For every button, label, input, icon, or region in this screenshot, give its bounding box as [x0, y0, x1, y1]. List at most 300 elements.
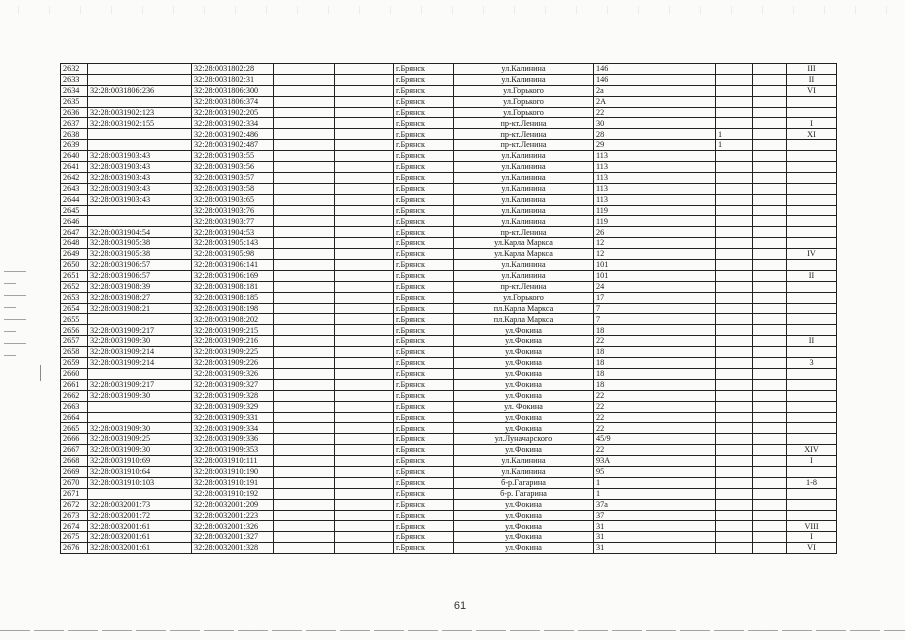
empty-cell [274, 216, 335, 227]
premises-number-cell [787, 172, 837, 183]
empty-cell [274, 477, 335, 488]
house-number-cell: 17 [594, 292, 716, 303]
parcel-cadastral-number: 32:28:0032001:73 [88, 499, 192, 510]
flag-cell [716, 151, 753, 162]
table-row [61, 303, 837, 314]
empty-cell [274, 227, 335, 238]
object-cadastral-number: 32:28:0032001:223 [192, 510, 274, 521]
empty-cell [335, 216, 394, 227]
premises-number-cell [787, 510, 837, 521]
premises-number-cell [787, 205, 837, 216]
parcel-cadastral-number: 32:28:0031903:43 [88, 162, 192, 173]
house-number-cell: 119 [594, 205, 716, 216]
row-number: 2657 [61, 336, 88, 347]
street-cell: ул.Калинина [454, 466, 594, 477]
empty-cell [753, 358, 787, 369]
premises-number-cell [787, 183, 837, 194]
premises-number-cell [787, 216, 837, 227]
street-cell: ул.Горького [454, 85, 594, 96]
parcel-cadastral-number: 32:28:0031909:214 [88, 358, 192, 369]
city-cell: г.Брянск [394, 434, 454, 445]
street-cell: ул.Калинина [454, 216, 594, 227]
table-row [61, 227, 837, 238]
row-number: 2674 [61, 521, 88, 532]
empty-cell [335, 466, 394, 477]
empty-cell [274, 151, 335, 162]
house-number-cell: 26 [594, 227, 716, 238]
empty-cell [753, 532, 787, 543]
empty-cell [274, 260, 335, 271]
house-number-cell: 18 [594, 325, 716, 336]
row-number: 2649 [61, 249, 88, 260]
house-number-cell: 146 [594, 74, 716, 85]
flag-cell [716, 510, 753, 521]
empty-cell [335, 85, 394, 96]
scan-noise-top [0, 6, 905, 14]
empty-cell [335, 510, 394, 521]
premises-number-cell [787, 401, 837, 412]
row-number: 2668 [61, 456, 88, 467]
table-row [61, 281, 837, 292]
premises-number-cell [787, 303, 837, 314]
parcel-cadastral-number [88, 96, 192, 107]
row-number: 2646 [61, 216, 88, 227]
object-cadastral-number: 32:28:0032001:328 [192, 543, 274, 554]
table-row [61, 521, 837, 532]
city-cell: г.Брянск [394, 368, 454, 379]
city-cell: г.Брянск [394, 107, 454, 118]
premises-number-cell: VIII [787, 521, 837, 532]
flag-cell [716, 96, 753, 107]
empty-cell [274, 401, 335, 412]
flag-cell [716, 227, 753, 238]
flag-cell [716, 434, 753, 445]
row-number: 2652 [61, 281, 88, 292]
table-row [61, 205, 837, 216]
table-row [61, 314, 837, 325]
object-cadastral-number: 32:28:0031908:181 [192, 281, 274, 292]
empty-cell [753, 445, 787, 456]
premises-number-cell [787, 194, 837, 205]
premises-number-cell [787, 325, 837, 336]
city-cell: г.Брянск [394, 477, 454, 488]
parcel-cadastral-number: 32:28:0031902:155 [88, 118, 192, 129]
flag-cell [716, 336, 753, 347]
empty-cell [335, 488, 394, 499]
object-cadastral-number: 32:28:0031906:169 [192, 270, 274, 281]
object-cadastral-number: 32:28:0031902:487 [192, 140, 274, 151]
city-cell: г.Брянск [394, 466, 454, 477]
object-cadastral-number: 32:28:0031909:331 [192, 412, 274, 423]
empty-cell [335, 281, 394, 292]
house-number-cell: 113 [594, 151, 716, 162]
flag-cell [716, 488, 753, 499]
empty-cell [274, 303, 335, 314]
row-number: 2666 [61, 434, 88, 445]
row-number: 2634 [61, 85, 88, 96]
city-cell: г.Брянск [394, 249, 454, 260]
table-row [61, 74, 837, 85]
empty-cell [753, 216, 787, 227]
premises-number-cell [787, 466, 837, 477]
register-table [60, 63, 837, 554]
row-number: 2676 [61, 543, 88, 554]
empty-cell [335, 368, 394, 379]
empty-cell [274, 499, 335, 510]
object-cadastral-number: 32:28:0031902:205 [192, 107, 274, 118]
street-cell: ул.Фокина [454, 510, 594, 521]
street-cell: б-р. Гагарина [454, 488, 594, 499]
empty-cell [274, 270, 335, 281]
city-cell: г.Брянск [394, 390, 454, 401]
table-row [61, 445, 837, 456]
street-cell: ул.Фокина [454, 336, 594, 347]
street-cell: ул.Фокина [454, 358, 594, 369]
object-cadastral-number: 32:28:0031909:328 [192, 390, 274, 401]
house-number-cell: 22 [594, 445, 716, 456]
premises-number-cell [787, 281, 837, 292]
flag-cell [716, 314, 753, 325]
table-row [61, 456, 837, 467]
empty-cell [335, 74, 394, 85]
street-cell: пр-кт.Ленина [454, 129, 594, 140]
row-number: 2650 [61, 260, 88, 271]
empty-cell [753, 466, 787, 477]
parcel-cadastral-number: 32:28:0031908:21 [88, 303, 192, 314]
city-cell: г.Брянск [394, 488, 454, 499]
flag-cell [716, 85, 753, 96]
empty-cell [753, 205, 787, 216]
parcel-cadastral-number: 32:28:0031909:30 [88, 390, 192, 401]
parcel-cadastral-number: 32:28:0031908:27 [88, 292, 192, 303]
house-number-cell: 101 [594, 260, 716, 271]
object-cadastral-number: 32:28:0031909:327 [192, 379, 274, 390]
row-number: 2670 [61, 477, 88, 488]
empty-cell [274, 358, 335, 369]
house-number-cell: 18 [594, 368, 716, 379]
house-number-cell: 22 [594, 107, 716, 118]
premises-number-cell [787, 292, 837, 303]
empty-cell [335, 456, 394, 467]
street-cell: ул.Горького [454, 96, 594, 107]
empty-cell [335, 412, 394, 423]
premises-number-cell [787, 368, 837, 379]
empty-cell [274, 96, 335, 107]
premises-number-cell: VI [787, 543, 837, 554]
empty-cell [335, 249, 394, 260]
city-cell: г.Брянск [394, 260, 454, 271]
table-row [61, 543, 837, 554]
city-cell: г.Брянск [394, 347, 454, 358]
empty-cell [753, 434, 787, 445]
table-row [61, 118, 837, 129]
house-number-cell: 24 [594, 281, 716, 292]
parcel-cadastral-number: 32:28:0032001:61 [88, 532, 192, 543]
empty-cell [335, 227, 394, 238]
parcel-cadastral-number: 32:28:0031903:43 [88, 151, 192, 162]
empty-cell [274, 456, 335, 467]
city-cell: г.Брянск [394, 336, 454, 347]
empty-cell [753, 325, 787, 336]
house-number-cell: 22 [594, 401, 716, 412]
empty-cell [753, 249, 787, 260]
empty-cell [335, 64, 394, 75]
premises-number-cell [787, 434, 837, 445]
empty-cell [753, 183, 787, 194]
row-number: 2673 [61, 510, 88, 521]
premises-number-cell: I [787, 118, 837, 129]
object-cadastral-number: 32:28:0031903:55 [192, 151, 274, 162]
premises-number-cell [787, 162, 837, 173]
house-number-cell: 37а [594, 499, 716, 510]
object-cadastral-number: 32:28:0031903:76 [192, 205, 274, 216]
premises-number-cell: XI [787, 129, 837, 140]
flag-cell [716, 292, 753, 303]
parcel-cadastral-number [88, 129, 192, 140]
flag-cell [716, 379, 753, 390]
row-number: 2675 [61, 532, 88, 543]
table-row [61, 390, 837, 401]
empty-cell [753, 194, 787, 205]
street-cell: ул.Калинина [454, 194, 594, 205]
table-row [61, 151, 837, 162]
table-row [61, 172, 837, 183]
premises-number-cell [787, 227, 837, 238]
empty-cell [274, 543, 335, 554]
city-cell: г.Брянск [394, 510, 454, 521]
empty-cell [274, 379, 335, 390]
flag-cell [716, 499, 753, 510]
row-number: 2659 [61, 358, 88, 369]
empty-cell [753, 543, 787, 554]
object-cadastral-number: 32:28:0031909:353 [192, 445, 274, 456]
flag-cell [716, 521, 753, 532]
object-cadastral-number: 32:28:0032001:209 [192, 499, 274, 510]
row-number: 2639 [61, 140, 88, 151]
empty-cell [274, 488, 335, 499]
parcel-cadastral-number [88, 140, 192, 151]
empty-cell [274, 183, 335, 194]
parcel-cadastral-number [88, 412, 192, 423]
object-cadastral-number: 32:28:0031910:190 [192, 466, 274, 477]
parcel-cadastral-number: 32:28:0031806:236 [88, 85, 192, 96]
premises-number-cell [787, 260, 837, 271]
flag-cell [716, 532, 753, 543]
empty-cell [753, 347, 787, 358]
city-cell: г.Брянск [394, 205, 454, 216]
row-number: 2662 [61, 390, 88, 401]
empty-cell [335, 390, 394, 401]
parcel-cadastral-number: 32:28:0031906:57 [88, 260, 192, 271]
empty-cell [335, 260, 394, 271]
object-cadastral-number: 32:28:0031909:225 [192, 347, 274, 358]
object-cadastral-number: 32:28:0031909:215 [192, 325, 274, 336]
object-cadastral-number: 32:28:0031902:334 [192, 118, 274, 129]
flag-cell [716, 183, 753, 194]
house-number-cell: 2а [594, 85, 716, 96]
parcel-cadastral-number: 32:28:0031909:217 [88, 379, 192, 390]
empty-cell [335, 183, 394, 194]
empty-cell [753, 64, 787, 75]
parcel-cadastral-number: 32:28:0031906:57 [88, 270, 192, 281]
parcel-cadastral-number: 32:28:0031904:54 [88, 227, 192, 238]
table-row [61, 466, 837, 477]
object-cadastral-number: 32:28:0031906:141 [192, 260, 274, 271]
row-number: 2663 [61, 401, 88, 412]
street-cell: ул.Фокина [454, 412, 594, 423]
scan-noise-bottom [0, 630, 905, 631]
empty-cell [274, 249, 335, 260]
object-cadastral-number: 32:28:0031910:192 [192, 488, 274, 499]
city-cell: г.Брянск [394, 456, 454, 467]
empty-cell [274, 412, 335, 423]
street-cell: ул.Луначарского [454, 434, 594, 445]
table-row [61, 347, 837, 358]
premises-number-cell [787, 423, 837, 434]
parcel-cadastral-number: 32:28:0031909:30 [88, 336, 192, 347]
empty-cell [274, 521, 335, 532]
city-cell: г.Брянск [394, 227, 454, 238]
premises-number-cell [787, 107, 837, 118]
premises-number-cell [787, 347, 837, 358]
house-number-cell: 12 [594, 238, 716, 249]
premises-number-cell [787, 96, 837, 107]
object-cadastral-number: 32:28:0031903:58 [192, 183, 274, 194]
city-cell: г.Брянск [394, 325, 454, 336]
object-cadastral-number: 32:28:0031903:77 [192, 216, 274, 227]
premises-number-cell: II [787, 336, 837, 347]
empty-cell [753, 390, 787, 401]
street-cell: ул.Горького [454, 107, 594, 118]
parcel-cadastral-number [88, 216, 192, 227]
parcel-cadastral-number: 32:28:0031902:123 [88, 107, 192, 118]
empty-cell [335, 194, 394, 205]
row-number: 2642 [61, 172, 88, 183]
table-row [61, 401, 837, 412]
empty-cell [274, 434, 335, 445]
street-cell: ул.Фокина [454, 347, 594, 358]
premises-number-cell [787, 151, 837, 162]
premises-number-cell: IV [787, 249, 837, 260]
object-cadastral-number: 32:28:0031908:185 [192, 292, 274, 303]
city-cell: г.Брянск [394, 543, 454, 554]
parcel-cadastral-number: 32:28:0031908:39 [88, 281, 192, 292]
object-cadastral-number: 32:28:0031902:486 [192, 129, 274, 140]
parcel-cadastral-number [88, 74, 192, 85]
street-cell: ул.Фокина [454, 368, 594, 379]
premises-number-cell [787, 379, 837, 390]
table-row [61, 434, 837, 445]
empty-cell [753, 129, 787, 140]
register-rows [61, 64, 837, 554]
street-cell: пр-кт.Ленина [454, 227, 594, 238]
street-cell: ул.Фокина [454, 499, 594, 510]
empty-cell [335, 151, 394, 162]
flag-cell [716, 270, 753, 281]
flag-cell [716, 107, 753, 118]
flag-cell [716, 64, 753, 75]
empty-cell [335, 107, 394, 118]
table-row [61, 107, 837, 118]
house-number-cell: 113 [594, 172, 716, 183]
empty-cell [274, 423, 335, 434]
premises-number-cell: II [787, 270, 837, 281]
house-number-cell: 119 [594, 216, 716, 227]
parcel-cadastral-number: 32:28:0031905:38 [88, 238, 192, 249]
city-cell: г.Брянск [394, 96, 454, 107]
empty-cell [335, 336, 394, 347]
empty-cell [753, 118, 787, 129]
empty-cell [274, 510, 335, 521]
object-cadastral-number: 32:28:0032001:326 [192, 521, 274, 532]
empty-cell [753, 172, 787, 183]
table-row [61, 336, 837, 347]
parcel-cadastral-number [88, 401, 192, 412]
row-number: 2633 [61, 74, 88, 85]
street-cell: ул.Калинина [454, 456, 594, 467]
empty-cell [753, 521, 787, 532]
house-number-cell: 28 [594, 129, 716, 140]
city-cell: г.Брянск [394, 521, 454, 532]
table-row [61, 379, 837, 390]
row-number: 2653 [61, 292, 88, 303]
empty-cell [753, 379, 787, 390]
parcel-cadastral-number: 32:28:0032001:72 [88, 510, 192, 521]
parcel-cadastral-number: 32:28:0031909:30 [88, 445, 192, 456]
street-cell: ул.Калинина [454, 151, 594, 162]
city-cell: г.Брянск [394, 140, 454, 151]
house-number-cell: 22 [594, 423, 716, 434]
empty-cell [335, 96, 394, 107]
house-number-cell: 101 [594, 270, 716, 281]
flag-cell [716, 466, 753, 477]
flag-cell [716, 445, 753, 456]
parcel-cadastral-number: 32:28:0031910:64 [88, 466, 192, 477]
empty-cell [335, 118, 394, 129]
parcel-cadastral-number: 32:28:0031910:103 [88, 477, 192, 488]
house-number-cell: 7 [594, 303, 716, 314]
table-row [61, 216, 837, 227]
flag-cell [716, 205, 753, 216]
parcel-cadastral-number: 32:28:0031903:43 [88, 194, 192, 205]
empty-cell [335, 445, 394, 456]
city-cell: г.Брянск [394, 292, 454, 303]
table-row [61, 368, 837, 379]
object-cadastral-number: 32:28:0031802:28 [192, 64, 274, 75]
empty-cell [753, 510, 787, 521]
flag-cell [716, 216, 753, 227]
empty-cell [753, 107, 787, 118]
empty-cell [753, 96, 787, 107]
object-cadastral-number: 32:28:0032001:327 [192, 532, 274, 543]
city-cell: г.Брянск [394, 532, 454, 543]
house-number-cell: 31 [594, 543, 716, 554]
row-number: 2654 [61, 303, 88, 314]
street-cell: б-р.Гагарина [454, 477, 594, 488]
empty-cell [335, 238, 394, 249]
row-number: 2661 [61, 379, 88, 390]
city-cell: г.Брянск [394, 151, 454, 162]
flag-cell [716, 281, 753, 292]
object-cadastral-number: 32:28:0031910:111 [192, 456, 274, 467]
object-cadastral-number: 32:28:0031905:98 [192, 249, 274, 260]
object-cadastral-number: 32:28:0031909:336 [192, 434, 274, 445]
flag-cell [716, 194, 753, 205]
parcel-cadastral-number: 32:28:0031909:25 [88, 434, 192, 445]
flag-cell [716, 260, 753, 271]
city-cell: г.Брянск [394, 238, 454, 249]
empty-cell [335, 292, 394, 303]
